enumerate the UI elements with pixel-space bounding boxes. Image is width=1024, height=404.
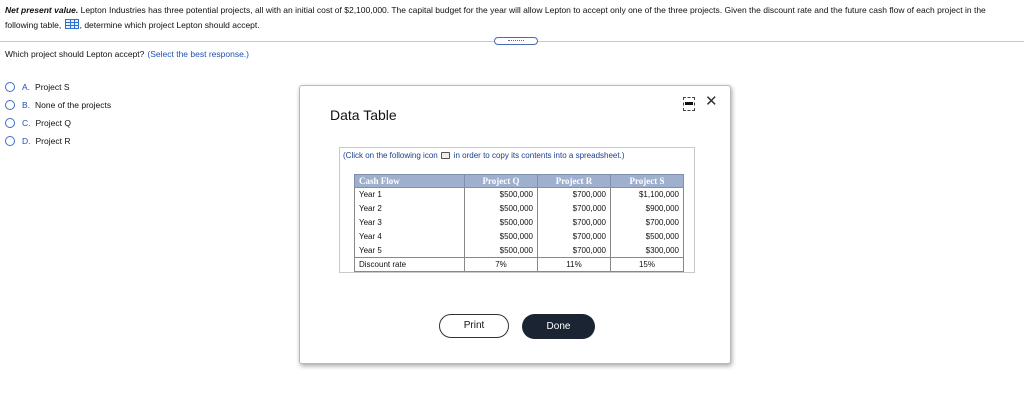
cell-value: 15% xyxy=(611,258,684,272)
prompt-text: Which project should Lepton accept? xyxy=(5,49,145,59)
table-icon[interactable] xyxy=(65,19,79,29)
table-row xyxy=(355,244,684,258)
radio-icon[interactable] xyxy=(5,82,15,92)
close-button[interactable] xyxy=(705,92,718,112)
header-cash-flow: Cash Flow xyxy=(355,175,465,188)
row-label: Year 4 xyxy=(355,230,465,244)
prompt-hint: (Select the best response.) xyxy=(147,49,249,59)
question-lead: Net present value. xyxy=(5,5,79,15)
copy-icon[interactable] xyxy=(441,152,450,159)
cell-value: $700,000 xyxy=(538,216,611,230)
cell-value: $300,000 xyxy=(611,244,684,258)
ellipsis-icon xyxy=(508,40,524,42)
header-project-s: Project S xyxy=(611,175,684,188)
radio-icon[interactable] xyxy=(5,118,15,128)
cell-value: $700,000 xyxy=(611,216,684,230)
close-icon: ✕ xyxy=(705,93,718,110)
question-body-2: , determine which project Lepton should accept. xyxy=(79,20,260,30)
option-d[interactable] xyxy=(5,132,111,150)
radio-icon[interactable] xyxy=(5,100,15,110)
print-button[interactable]: Print xyxy=(439,314,509,338)
option-label: None of the projects xyxy=(35,100,112,110)
header-project-q: Project Q xyxy=(465,175,538,188)
cell-value: $500,000 xyxy=(465,202,538,216)
done-button[interactable]: Done xyxy=(522,314,595,339)
cell-value: 7% xyxy=(465,258,538,272)
copy-note-after: in order to copy its contents into a spreadsheet.) xyxy=(453,151,625,160)
cell-value: $500,000 xyxy=(465,188,538,202)
option-letter: A. xyxy=(22,82,31,92)
option-label: Project S xyxy=(35,82,70,92)
cell-value: $700,000 xyxy=(538,202,611,216)
question-prompt xyxy=(5,49,249,59)
table-row xyxy=(355,230,684,244)
data-table-container xyxy=(339,147,695,273)
cell-value: 11% xyxy=(538,258,611,272)
question-body-1: Lepton Industries has three potential projects, all with an initial cost of $2,100,000. The capital budget for the year will allow Lepton to accept only one of the three projects. Given the discount rate and the future cash flow of each project in the following table, xyxy=(5,5,986,30)
row-label: Year 1 xyxy=(355,188,465,202)
cell-value: $700,000 xyxy=(538,244,611,258)
header-project-r: Project R xyxy=(538,175,611,188)
table-header-row xyxy=(355,175,684,188)
option-a[interactable] xyxy=(5,78,111,96)
cell-value: $500,000 xyxy=(611,230,684,244)
cell-value: $500,000 xyxy=(465,216,538,230)
copy-note-before: (Click on the following icon xyxy=(343,151,438,160)
option-b[interactable] xyxy=(5,96,111,114)
cell-value: $700,000 xyxy=(538,188,611,202)
cell-value: $900,000 xyxy=(611,202,684,216)
table-row xyxy=(355,188,684,202)
minimize-icon xyxy=(685,102,693,105)
discount-rate-row xyxy=(355,258,684,272)
option-letter: C. xyxy=(22,118,31,128)
cell-value: $700,000 xyxy=(538,230,611,244)
dialog-title: Data Table xyxy=(330,107,397,123)
row-label: Year 2 xyxy=(355,202,465,216)
row-label: Year 3 xyxy=(355,216,465,230)
minimize-button[interactable] xyxy=(683,97,695,111)
copy-instructions xyxy=(343,151,624,160)
row-label: Discount rate xyxy=(355,258,465,272)
option-letter: D. xyxy=(22,136,31,146)
radio-icon[interactable] xyxy=(5,136,15,146)
cell-value: $1,100,000 xyxy=(611,188,684,202)
option-c[interactable] xyxy=(5,114,111,132)
option-label: Project Q xyxy=(35,118,71,128)
table-row xyxy=(355,202,684,216)
row-label: Year 5 xyxy=(355,244,465,258)
data-table-dialog xyxy=(299,85,731,364)
table-row xyxy=(355,216,684,230)
question-text xyxy=(5,3,1019,33)
expand-toggle-button[interactable] xyxy=(494,37,538,45)
cell-value: $500,000 xyxy=(465,230,538,244)
answer-options xyxy=(5,78,111,150)
option-letter: B. xyxy=(22,100,31,110)
cash-flow-table xyxy=(354,174,684,272)
option-label: Project R xyxy=(35,136,71,146)
cell-value: $500,000 xyxy=(465,244,538,258)
